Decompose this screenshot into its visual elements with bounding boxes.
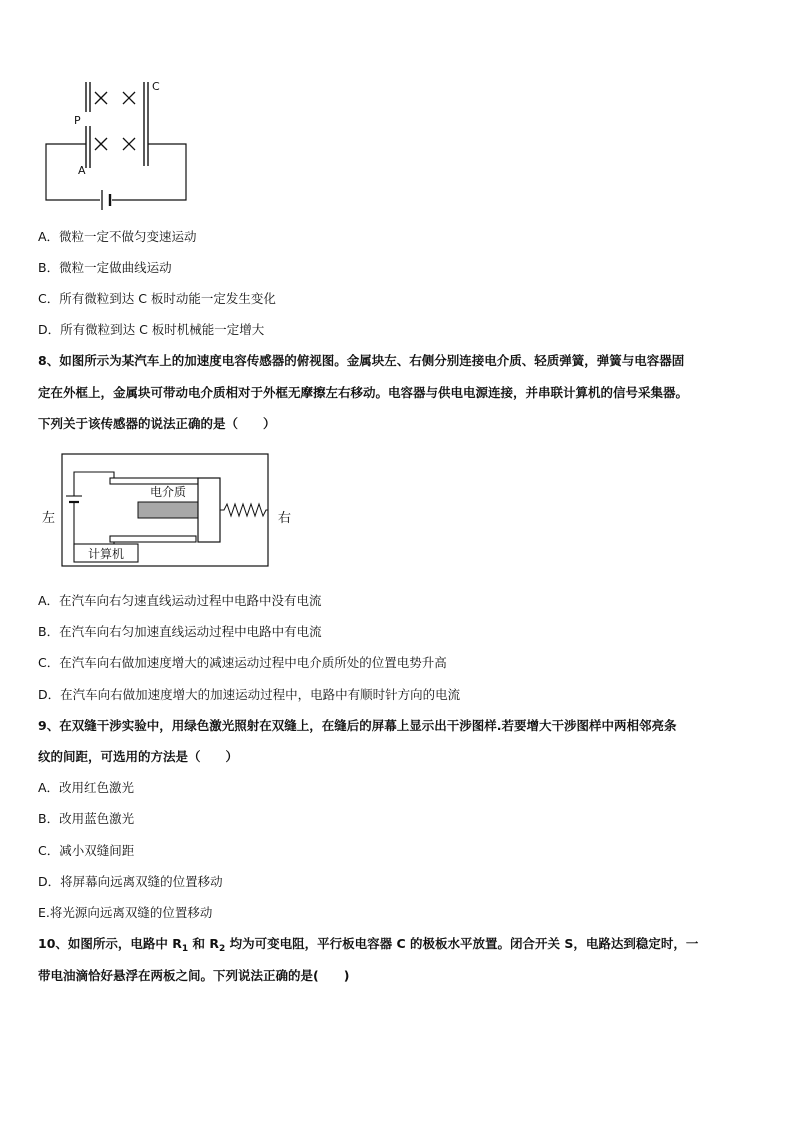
q8-option-d: D．在汽车向右做加速度增大的加速运动过程中，电路中有顺时针方向的电流 <box>38 687 461 702</box>
left-label: 左 <box>42 511 56 526</box>
q8-stem-line1: 8、如图所示为某汽车上的加速度电容传感器的俯视图。金属块左、右侧分别连接电介质、轻质弹簧，弹簧与电容器固 <box>38 353 685 368</box>
q7-option-d: D．所有微粒到达 C 板时机械能一定增大 <box>38 322 265 337</box>
q7-option-a: A．微粒一定不做匀变速运动 <box>38 229 197 244</box>
q7-option-c: C．所有微粒到达 C 板时动能一定发生变化 <box>38 291 276 306</box>
dielectric-label: 电介质 <box>149 485 187 499</box>
q7-option-b: B．微粒一定做曲线运动 <box>38 260 172 275</box>
label-p: P <box>74 114 81 127</box>
q9-option-a: A．改用红色激光 <box>38 780 135 795</box>
label-a: A <box>78 164 86 177</box>
q8-stem-line2: 定在外框上，金属块可带动电介质相对于外框无摩擦左右移动。电容器与供电电源连接，并串联计算机的信号采集器。 <box>38 385 689 400</box>
q9-option-d: D．将屏幕向远离双缝的位置移动 <box>38 874 223 889</box>
q8-option-c: C．在汽车向右做加速度增大的减速运动过程中电介质所处的位置电势升高 <box>38 655 447 670</box>
label-c: C <box>152 80 160 93</box>
q8-stem-line3: 下列关于该传感器的说法正确的是（ ） <box>38 416 276 431</box>
q9-option-c: C．减小双缝间距 <box>38 843 135 858</box>
q9-stem-line2: 纹的间距，可选用的方法是（ ） <box>38 749 239 764</box>
q9-option-b: B．改用蓝色激光 <box>38 811 135 826</box>
figure-capacitor-field <box>40 74 200 216</box>
q9-option-e: E.将光源向远离双缝的位置移动 <box>38 905 213 920</box>
q10-stem-line2: 带电油滴恰好悬浮在两板之间。下列说法正确的是( ) <box>38 968 350 983</box>
figure-accelerometer-sensor <box>38 450 304 574</box>
q8-option-b: B．在汽车向右匀加速直线运动过程中电路中有电流 <box>38 624 322 639</box>
q10-stem-line1: 10、如图所示，电路中 $R_1$ 和 $R_2$ 均为可变电阻，平行板电容器 C 的极板水平放置。闭合开关 S，电路达到稳定时，一 <box>38 936 699 954</box>
right-label: 右 <box>278 511 292 526</box>
q9-stem-line1: 9、在双缝干涉实验中，用绿色激光照射在双缝上，在缝后的屏幕上显示出干涉图样.若要增大干涉图样中两相邻亮条 <box>38 718 677 733</box>
computer-label: 计算机 <box>87 547 125 561</box>
q8-option-a: A．在汽车向右匀速直线运动过程中电路中没有电流 <box>38 593 322 608</box>
